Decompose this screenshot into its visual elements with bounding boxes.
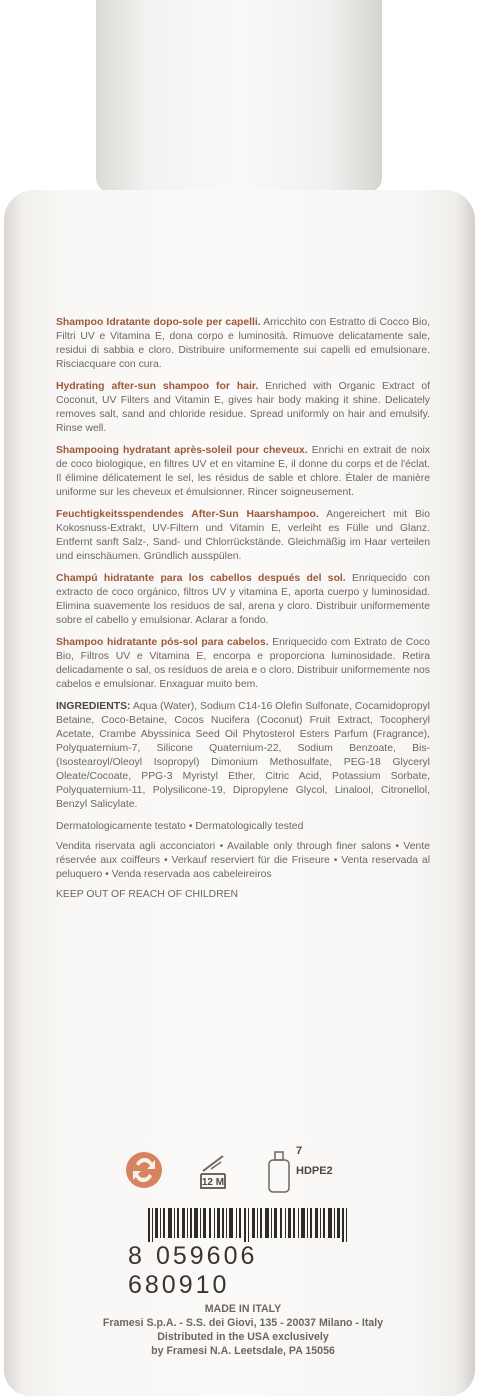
usa-distributor: by Framesi N.A. Leetsdale, PA 15056 (151, 1345, 335, 1357)
ingredients-body: Aqua (Water), Sodium C14-16 Olefin Sulfonate, Cocamidopropyl Betaine, Coco-Betaine, Cocos Nucifera (Coconut) Fruit Extract, Tocopheryl Acetate, Crambe Abyssinica Seed Oil Phytosterol Esters Parfum (Fragrance), Polyquaternium-7, Silicone Quaternium-22, Sodium Benzoate, Bis-(Isostearoyl/Oleoyl Isopropyl) Dimonium Methosulfate, PEG-18 Glyceryl Oleate/Cocoate, PPG-3 Myristyl Ether, Citric Acid, Potassium Sorbate, Polyquaternium-11, Polysilicone-19, Dipropylene Glycol, Linalool, Citronellol, Benzyl Salicylate. (56, 701, 430, 810)
manufacturer-address: Framesi S.p.A. - S.S. dei Giovi, 135 - 20037 Milano - Italy (102, 1317, 384, 1329)
recycle-icon (126, 1152, 162, 1188)
italian-body: Arricchito con Estratto di Cocco Bio, Filtri UV e Vitamina E, dona corpo e luminosità. Rimuove delicatamente sale, residui di sabbia e cloro. Distribuire uniformemente sui capelli ed emulsionare. Risciacquare con cura. (56, 317, 430, 370)
spanish-body: Enriquecido con extracto de coco orgánico, filtros UV y vitamina E, aporta cuerpo y luminosidad. Elimina suavemente los residuos de sal, arena y cloro. Distribuir uniformemente sobre el cabello y emulsionar. Aclarar a fondo. (56, 573, 430, 626)
barcode-first-digit: 8 (128, 1242, 145, 1270)
label-text (56, 316, 430, 908)
usa-distribution: Distributed in the USA exclusively (157, 1331, 329, 1343)
english-body: Enriched with Organic Extract of Coconut, UV Filters and Vitamin E, gives hair body making it shine. Delicately removes salt, sand and chloride residue. Spread uniformly on hair and emulsify. Rinse well. (56, 381, 430, 434)
barcode-group-1: 059606 (155, 1242, 258, 1270)
italian-description (56, 316, 430, 372)
ingredients-title: INGREDIENTS: (56, 701, 131, 712)
pao-label: 12 M (201, 1177, 225, 1188)
french-title: Shampooing hydratant après-soleil pour cheveux. (56, 445, 308, 456)
child-warning: KEEP OUT OF REACH OF CHILDREN (56, 889, 239, 900)
barcode-group-2: 680910 (128, 1271, 230, 1299)
portuguese-title: Shampoo hidratante pós-sol para cabelos. (56, 637, 269, 648)
english-title: Hydrating after-sun shampoo for hair. (56, 381, 259, 392)
barcode (128, 1208, 378, 1299)
recycle-number: 7 (296, 1145, 303, 1157)
dermatological-note: Dermatologicamente testato • Dermatologically tested (56, 821, 304, 832)
sale-restriction: Vendita riservata agli acconciatori • Available only through finer salons • Vente réservée aux coiffeurs • Verkauf reserviert für die Friseure • Venta reservada al peluquero • Venda reservada aos cabeleireiros (56, 841, 430, 880)
german-body: Angereichert mit Bio Kokosnuss-Extrakt, UV-Filtern und Vitamin E, verleiht es Fülle und Glanz. Entfernt sanft Salz-, Sand- und Chlorrückstände. Gleichmäßig im Haar verteilen und einschäumen. Gründlich ausspülen. (56, 509, 430, 562)
spanish-description (56, 572, 430, 628)
german-description (56, 508, 430, 564)
hdpe-bottle-icon (269, 1145, 333, 1192)
barcode-bars (128, 1208, 378, 1242)
portuguese-body: Enriquecido com Extrato de Coco Bio, Filtros UV e Vitamina E, encorpa e proporciona luminosidade. Retira delicadamente o sal, os resíduos de areia e o cloro. Distribuir uniformemente nos cabelos e emulsionar. Enxaguar muito bem. (56, 637, 430, 690)
made-in-italy: MADE IN ITALY (204, 1303, 282, 1315)
spanish-title: Champú hidratante para los cabellos después del sol. (56, 573, 346, 584)
portuguese-description (56, 636, 430, 692)
italian-title: Shampoo Idratante dopo-sole per capelli. (56, 317, 261, 328)
manufacturer-footer (56, 1302, 430, 1358)
french-body: Enrichi en extrait de noix de coco biologique, en filtres UV et en vitamine E, il donne du corps et de l'éclat. Il élimine délicatement le sel, les résidus de sable et chlore. Étaler de manière uniforme sur les cheveux et émulsionner. Rincer soigneusement. (56, 445, 431, 498)
pao-icon (201, 1156, 225, 1188)
recycle-material: HDPE2 (296, 1165, 333, 1177)
bottle-cap (96, 0, 382, 192)
french-description (56, 444, 430, 500)
german-title: Feuchtigkeitsspendendes After-Sun Haarshampoo. (56, 509, 319, 520)
english-description (56, 380, 430, 436)
symbol-row (118, 1118, 378, 1198)
ingredients-list (56, 700, 430, 812)
